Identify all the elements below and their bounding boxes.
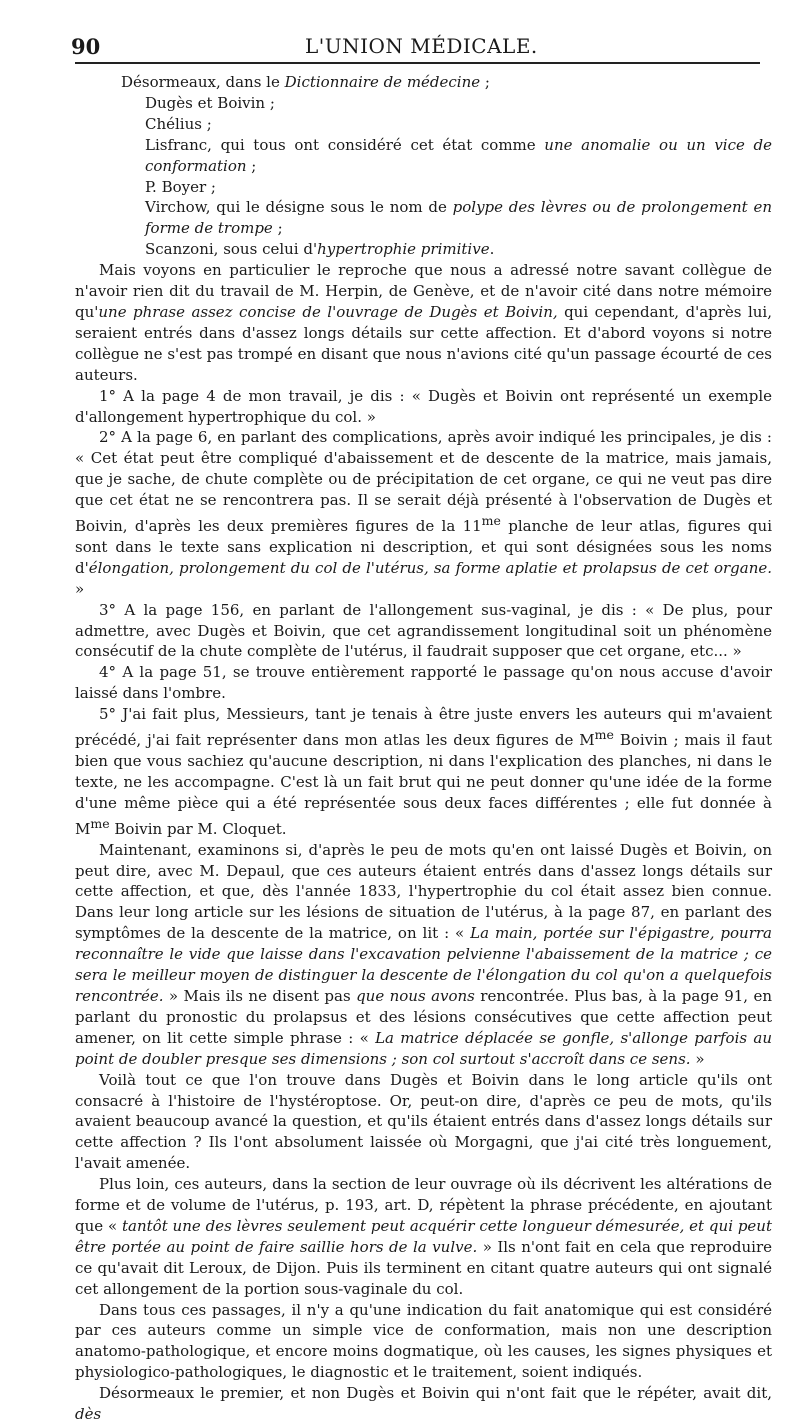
list-item: Dugès et Boivin ; <box>145 93 275 112</box>
paragraph: Mais voyons en particulier le reproche que nous a adressé notre savant collègue de n'avoir rien dit du travail de M. Herpin, de Genève, et de n'avoir cité dans notre mémoire qu'une phrase assez concise de l'ouvrage de Dugès et Boivin, qui cependant, d'après lui, seraient entrés dans d'assez longs détails sur cette affection. Et d'abord voyons si notre collègue ne s'est pas trompé en disant que nous n'avions cité qu'un passage écourté de ces auteurs. <box>75 261 772 384</box>
paragraph: Plus loin, ces auteurs, dans la section de leur ouvrage où ils décrivent les altérations de forme et de volume de l'utérus, p. 193, art. D, répètent la phrase précédente, en ajoutant que « tantôt une des lèvres seulement peut acquérir cette longueur démesurée, et qui peut être portée au point de faire saillie hors de la vulve. » Ils n'ont fait en cela que reproduire ce qu'avait dit Leroux, de Dijon. Puis ils terminent en citant quatre auteurs qui ont signalé cet allongement de la portion sous-vaginale du col. <box>75 1175 773 1298</box>
paragraph: 1° A la page 4 de mon travail, je dis : « Dugès et Boivin ont représenté un exemple d'allongement hypertrophique du col. » <box>75 386 772 426</box>
paragraph: Voilà tout ce que l'on trouve dans Dugès et Boivin dans le long article qu'ils ont consacré à l'histoire de l'hystéroptose. Or, peut-on dire, d'après ce peu de mots, qu'ils avaient beaucoup avancé la question, et qu'ils étaient entrés dans d'assez longs détails sur cette affection ? Ils l'ont absolument laissée où Morgagni, que j'ai cité très longuement, l'avait amenée. <box>75 1070 772 1173</box>
running-header <box>71 22 760 64</box>
list-item: Lisfranc, qui tous ont considéré cet état comme une anomalie ou un vice de conformation ; <box>145 135 772 175</box>
paragraph: 3° A la page 156, en parlant de l'allongement sus-vaginal, je dis : « De plus, pour admettre, avec Dugès et Boivin, que cet agrandissement longitudinal soit un phénomène consécutif de la chute complète de l'utérus, il faudrait supposer que cet organe, etc... » <box>75 600 772 661</box>
list-item: Virchow, qui le désigne sous le nom de polype des lèvres ou de prolongement en forme de trompe ; <box>145 198 772 238</box>
paragraph: 2° A la page 6, en parlant des complications, après avoir indiqué les principales, je dis : « Cet état peut être compliqué d'abaissement et de descente de la matrice, mais jamais, que je sache, de chute complète ou de précipitation de cet organe, ce qui ne veut pas dire que cet état ne se rencontrera pas. Il se serait déjà présenté à l'observation de Dugès et Boivin, d'après les deux premières figures de la $11^{me}$ planche de leur atlas, figures qui sont dans le texte sans explication ni description, et qui sont désignées sous les noms d'élongation, prolongement du col de l'utérus, sa forme aplatie et prolapsus de cet organe. » <box>75 428 772 598</box>
author-list <box>75 72 772 260</box>
article-body <box>75 72 772 1425</box>
paragraph: Maintenant, examinons si, d'après le peu de mots qu'en ont laissé Dugès et Boivin, on peut dire, avec M. Depaul, que ces auteurs étaient entrés dans d'assez longs détails sur cette affection, et que, dès l'année 1833, l'hypertrophie du col était assez bien connue. Dans leur long article sur les lésions de situation de l'utérus, à la page 87, en parlant des symptômes de la descente de la matrice, on lit : « La main, portée sur l'épigastre, pourra reconnaître le vide que laisse dans l'excavation pelvienne l'abaissement de la matrice ; ce sera le meilleur moyen de distinguer la descente de l'élongation du col qu'on a quelquefois rencontrée. » Mais ils ne disent pas que nous avons rencontrée. Plus bas, à la page 91, en parlant du pronostic du prolapsus et des lésions consécutives que cette affection peut amener, on lit cette simple phrase : « La matrice déplacée se gonfle, s'allonge parfois au point de doubler presque ses dimensions ; son col surtout s'accroît dans ce sens. » <box>75 840 773 1068</box>
paragraph: 4° A la page 51, se trouve entièrement rapporté le passage qu'on nous accuse d'avoir laissé dans l'ombre. <box>75 663 772 703</box>
list-item: P. Boyer ; <box>145 177 216 196</box>
list-item: Scanzoni, sous celui d'hypertrophie primitive. <box>145 240 495 259</box>
page-number: 90 <box>71 34 101 59</box>
list-item: Désormeaux, dans le Dictionnaire de médecine ; <box>121 73 490 91</box>
list-item: Chélius ; <box>145 114 212 133</box>
journal-title: L'UNION MÉDICALE. <box>305 34 538 58</box>
paragraph: 5° J'ai fait plus, Messieurs, tant je tenais à être juste envers les auteurs qui m'avaient précédé, j'ai fait représenter dans mon atlas les deux figures de $M^{me}$ Boivin ; mais il faut bien que vous sachiez qu'aucune description, ni dans l'explication des planches, ni dans le texte, ne les accompagne. C'est là un fait brut qui ne peut donner qu'une idée de la forme d'une même pièce qui a été représentée sous deux faces différentes ; elle fut donnée à $M^{me}$ Boivin par M. Cloquet. <box>75 705 772 838</box>
paragraph: Dans tous ces passages, il n'y a qu'une indication du fait anatomique qui est considéré par ces auteurs comme un simple vice de conformation, mais non une description anatomo-pathologique, et encore moins dogmatique, où les causes, les signes physiques et physiologico-pathologiques, le diagnostic et le traitement, soient indiqués. <box>75 1300 772 1382</box>
paragraph: Désormeaux le premier, et non Dugès et Boivin qui n'ont fait que le répéter, avait dit, dès <box>75 1384 772 1424</box>
